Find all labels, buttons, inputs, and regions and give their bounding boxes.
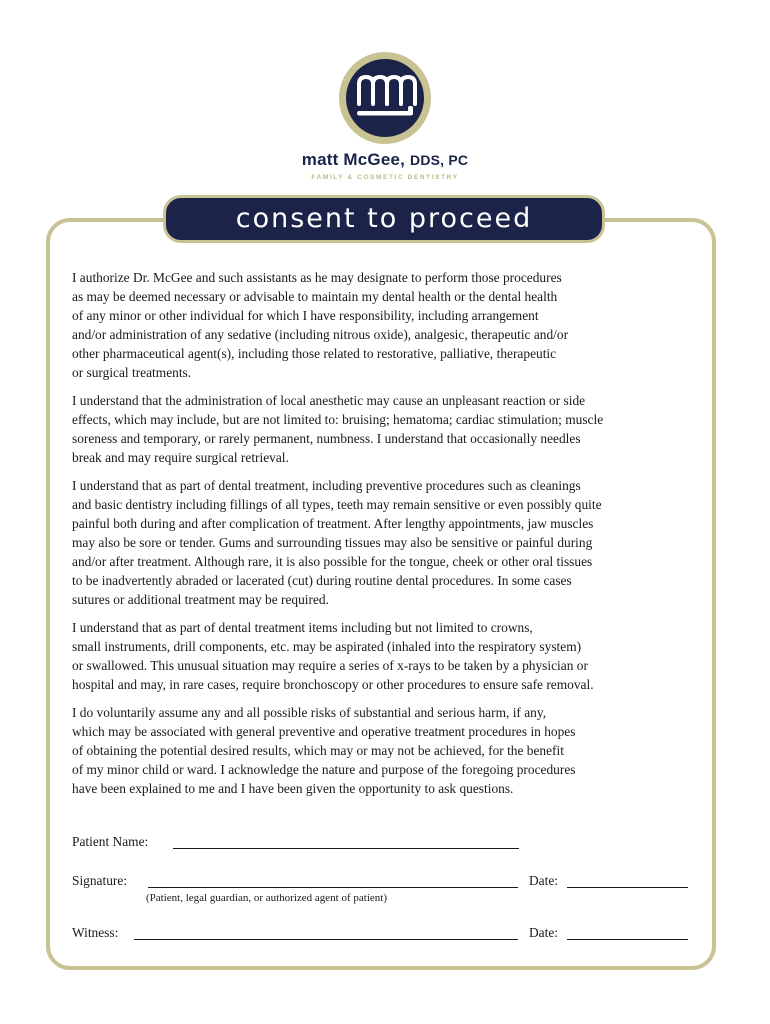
consent-line: hospital and may, in rare cases, require bronchoscopy or other procedures to ensure safe removal. xyxy=(72,677,594,692)
consent-paragraph xyxy=(72,391,712,467)
consent-line: or swallowed. This unusual situation may require a series of x-rays to be taken by a physician or xyxy=(72,658,588,673)
consent-line: or surgical treatments. xyxy=(72,365,192,380)
signature-date-label: Date: xyxy=(529,873,558,888)
consent-line: other pharmaceutical agent(s), including those related to restorative, palliative, therapeutic xyxy=(72,346,557,361)
consent-line: soreness and temporary, or rarely permanent, numbness. I understand that occasionally needles xyxy=(72,431,581,446)
patient-name-label: Patient Name: xyxy=(72,834,149,849)
witness-date-label: Date: xyxy=(529,925,558,940)
consent-line: as may be deemed necessary or advisable to maintain my dental health or the dental health xyxy=(72,289,558,304)
consent-line: may also be sore or tender. Gums and surrounding tissues may also be sensitive or painful during xyxy=(72,535,593,550)
consent-line: painful both during and after complication of treatment. After lengthy appointments, jaw muscles xyxy=(72,516,594,531)
witness-date-field[interactable] xyxy=(567,939,688,940)
consent-line: small instruments, drill components, etc. may be aspirated (inhaled into the respiratory system) xyxy=(72,639,582,654)
consent-line: of obtaining the potential desired results, which may or may not be achieved, for the benefit xyxy=(72,743,564,758)
practice-tagline: FAMILY & COSMETIC DENTISTRY xyxy=(311,174,459,181)
consent-line: to be inadvertently abraded or lacerated (cut) during routine dental procedures. In some cases xyxy=(72,573,572,588)
witness-label: Witness: xyxy=(72,925,119,940)
consent-line: and/or after treatment. Although rare, it is also possible for the tongue, cheek or other oral tissues xyxy=(72,554,593,569)
signature-field[interactable] xyxy=(148,887,518,888)
consent-line: break and may require surgical retrieval. xyxy=(72,450,289,465)
patient-name-field[interactable] xyxy=(173,848,519,849)
practice-credentials: DDS, PC xyxy=(410,152,469,168)
practice-name-main: matt McGee, xyxy=(301,150,406,169)
form-title: consent to proceed xyxy=(163,195,605,243)
signature-date-field[interactable] xyxy=(567,887,688,888)
consent-line: and/or administration of any sedative (including nitrous oxide), analgesic, therapeutic and/or xyxy=(72,327,569,342)
practice-logo xyxy=(337,50,433,146)
consent-line: effects, which may include, but are not limited to: bruising; hematoma; cardiac stimulation; muscle xyxy=(72,412,604,427)
consent-line: sutures or additional treatment may be required. xyxy=(72,592,329,607)
witness-field[interactable] xyxy=(134,939,518,940)
consent-paragraph xyxy=(72,703,712,798)
consent-paragraph xyxy=(72,476,712,609)
consent-line: I authorize Dr. McGee and such assistants as he may designate to perform those procedures xyxy=(72,270,562,285)
consent-line: I understand that as part of dental treatment items including but not limited to crowns, xyxy=(72,620,533,635)
signature-note: (Patient, legal guardian, or authorized agent of patient) xyxy=(146,892,387,904)
signature-label: Signature: xyxy=(72,873,128,888)
consent-line: have been explained to me and I have been given the opportunity to ask questions. xyxy=(72,781,514,796)
consent-line: of my minor child or ward. I acknowledge the nature and purpose of the foregoing procedures xyxy=(72,762,576,777)
consent-line: of any minor or other individual for which I have responsibility, including arrangement xyxy=(72,308,539,323)
practice-name xyxy=(0,150,770,170)
consent-body xyxy=(72,268,712,807)
consent-line: I understand that the administration of local anesthetic may cause an unpleasant reaction or side xyxy=(72,393,586,408)
consent-paragraph xyxy=(72,268,712,382)
consent-line: which may be associated with general preventive and operative treatment procedures in hopes xyxy=(72,724,576,739)
consent-line: I understand that as part of dental treatment, including preventive procedures such as cleanings xyxy=(72,478,581,493)
consent-line: and basic dentistry including fillings of all types, teeth may remain sensitive or even possibly quite xyxy=(72,497,602,512)
consent-line: I do voluntarily assume any and all possible risks of substantial and serious harm, if any, xyxy=(72,705,547,720)
consent-paragraph xyxy=(72,618,712,694)
